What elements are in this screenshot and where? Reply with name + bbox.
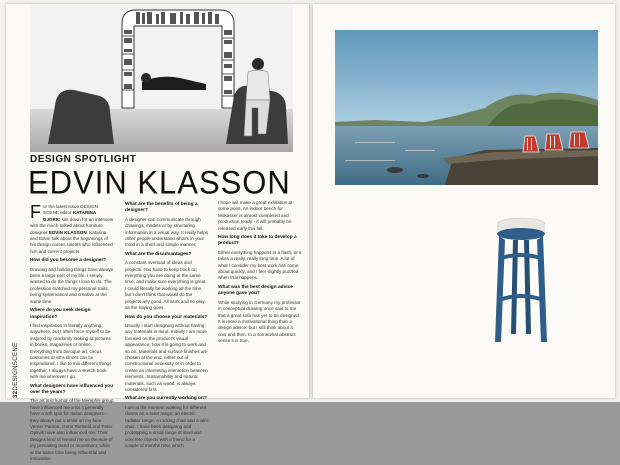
left-page — [6, 4, 311, 462]
answer-paragraph: While studying in Germany my professor in conceptual drawing once said to me that a great sofa has yet to be designed. It is more a motivational thing than a design advice, but I still think about it now and then. In a somewhat abstract sense it is true. — [218, 299, 301, 344]
question-heading: What are the disadvantages? — [125, 251, 192, 257]
question-heading: What was the best design advice anyone gave you? — [218, 284, 293, 297]
answer-paragraph: I hope will make a great exhibition at some point. An indoor bench for Mokasser is almost completed and production ready - it will probably be released early this fall. — [218, 200, 293, 231]
text-column-2 — [125, 200, 209, 453]
section-name: DESIGNSCENE — [13, 342, 19, 391]
designer-bookshelf-photo — [30, 4, 293, 152]
answer-paragraph: A designer can communicate through drawings, models or by structuring information in a visual way. It really helps other people understand what's in your mind in a short and simple manner. — [125, 216, 209, 248]
answer-paragraph: I find inspiration in literally anything, anywhere, but I often force myself to be inspired by randomly looking at pictures in books, magazines or online. Everything from baroque art, circus costumes or 80's diners can be inspirational. I like to mix different things together. I always have a sketch book with me wherever I go. — [30, 322, 112, 380]
photo-designer-in-bookshelf — [30, 4, 293, 152]
answer-paragraph: I am at the moment working for different clients on a toilet range, an electric radiator range, a rocking chair and a wire chair. I have been designing and prototyping a small range of steel and concrete objects with a friend for a couple of months now, which — [125, 404, 209, 449]
question-heading: What designers have influenced you over the years? — [30, 383, 114, 395]
article-kicker: DESIGN SPOTLIGHT — [30, 154, 137, 165]
photo-blue-stool — [491, 216, 551, 346]
question-heading: How do you choose your materials? — [125, 314, 208, 320]
photo-lakeside-chairs — [335, 30, 598, 185]
text-column-1 — [30, 204, 114, 465]
page-number: 32 — [13, 390, 19, 398]
text-column-3 — [218, 200, 302, 348]
answer-paragraph: Usually I start designing without having any materials in mind. Initially I am more focused on the product's visual appearance, how it is going to work and so on. Materials and surface finishes are chosen at the end, either out of constructional necessity or in order to create an interesting interaction between elements. Sustainability and natural materials, such as wood, is always considered first. — [125, 322, 208, 392]
answer-paragraph: The art and humor of the Memphis group have influenced me a lot. I generally have a soft spot for Italian designers - they always put a smile on my face. Verner Panton, Gerrit Rietveld and Peter Opsvik have also influenced me. Their designs kind of remind me on the side of my prevailing trend or movement, while at the same time being influential and innovative. — [30, 398, 114, 462]
blue-stool-photo — [491, 216, 551, 346]
drop-cap: F — [30, 202, 41, 222]
question-heading: How long does it take to develop a product? — [218, 235, 297, 247]
lakeside-photo — [335, 30, 598, 185]
answer-paragraph: Drawing and building things have always been a large part of my life. I simply wanted to do the things I love to do. The profession matched my personal traits, being systematical and creative at the same time. — [30, 266, 113, 304]
question-heading: How did you become a designer? — [30, 258, 107, 264]
designer-name: EDVIN KLASSON — [48, 229, 87, 235]
article-title: EDVIN KLASSON — [28, 164, 291, 201]
question-heading: What are you currently working on? — [125, 396, 207, 402]
page-folio — [13, 322, 21, 398]
answer-paragraph: Either everything happens in a flash, or it takes a really, really long time. A lot of what I consider my best work has come about quickly, and I feel slightly puzzled when that happens. — [218, 249, 302, 281]
editor-name: KATARINA DJORIC — [43, 210, 97, 222]
right-page — [313, 4, 615, 398]
question-heading: What are the benefits of being a designer? — [125, 202, 198, 214]
answer-paragraph: A constant overload of ideas and projects. You have to keep track on everything you are doing at the same time, and make sure everything is great. I could literally be working all the time, but I don't think that would do the projects any good. All work and no play, as the saying goes. — [125, 260, 207, 311]
intro-paragraph: For the latest issue DESIGN SCENE editor KATARINA DJORIC sits down for an interview with the much talked about furniture designer EDVIN KLASSON. Katarina and Edvin talk about the beginnings of his design career, talents who influenced him and current projects. — [30, 202, 114, 254]
question-heading: Where do you seek design inspiration? — [30, 308, 91, 320]
